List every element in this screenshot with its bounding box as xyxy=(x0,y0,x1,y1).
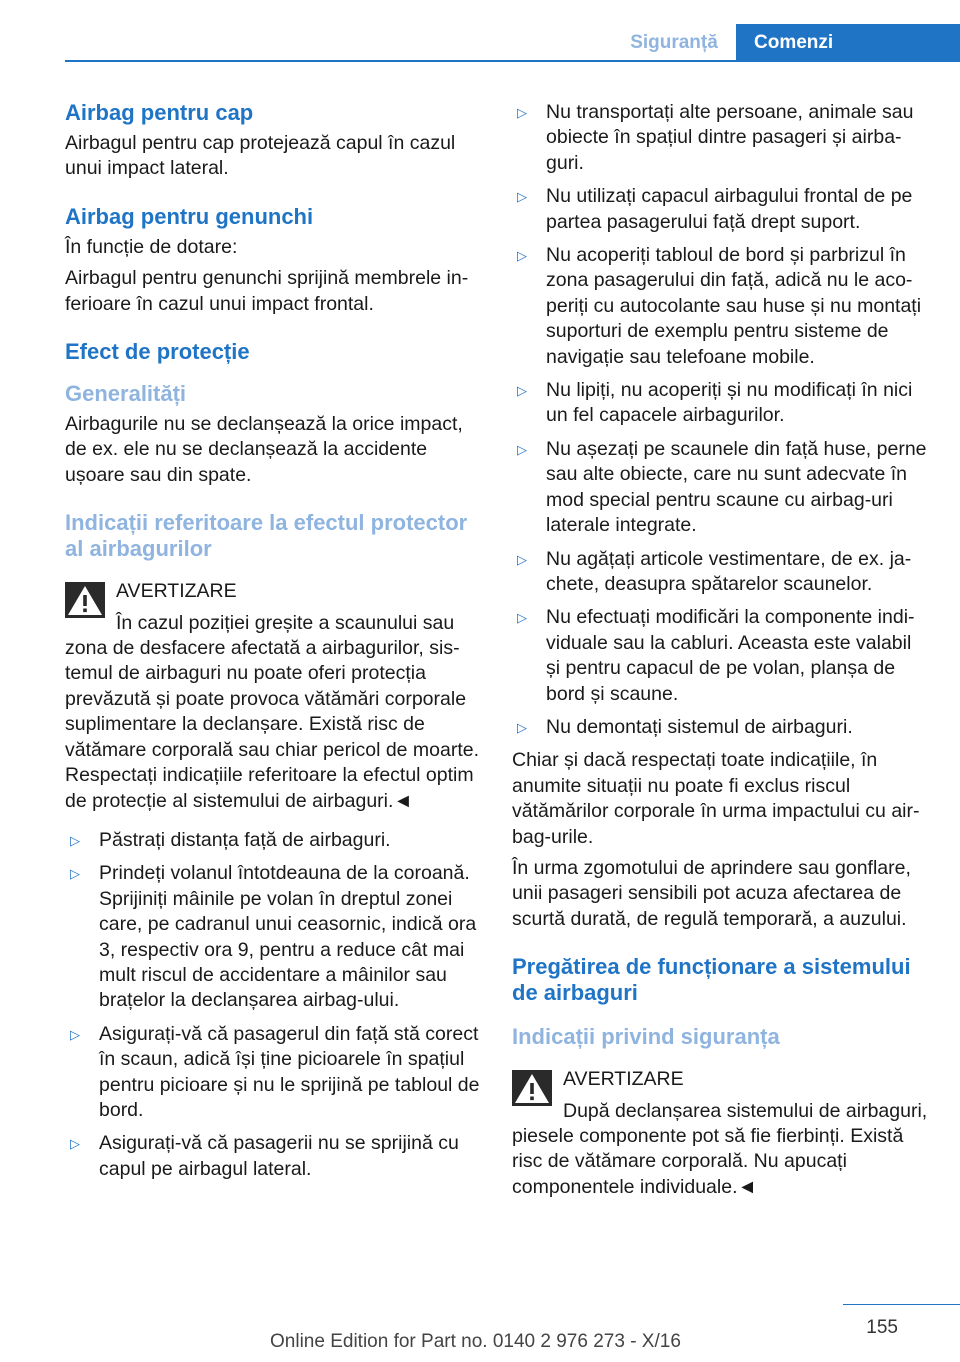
text-noise: În urma zgomotului de aprindere sau gonflare, unii pasageri sensibili pot acuza afectarea de scurtă durată, de regulă temporară, a auzului. xyxy=(512,856,911,930)
list-item: ▷ Nu utilizați capacul airbagului frontal de pe partea pasagerului față drept suport. xyxy=(517,185,913,233)
heading-general: Generalități xyxy=(65,381,187,407)
triangle-bullet-icon: ▷ xyxy=(517,441,527,457)
list-item: ▷ Prindeți volanul întotdeauna de la coroană. Sprijiniți mâinile pe volan în dreptul zonei care, pe cadranul unui ceasornic, indică ora 3, respectiv ora 9, pentru a reduce cât mai mult riscul de accidentare a mâinilor sau brațelor la declanșarea airbag-ului. xyxy=(70,862,477,1012)
text-head-airbag: Airbagul pentru cap protejează capul în cazul unui impact lateral. xyxy=(65,132,456,180)
triangle-bullet-icon: ▷ xyxy=(517,189,527,205)
list-item: ▷ Nu acoperiți tabloul de bord și parbrizul în zona pasagerului din față, adică nu le acoperiți cu autocolante sau huse și nu montați suporturi de exemplu pentru sisteme de navigație sau telefoane mobile. xyxy=(517,244,922,368)
warning-text: După declanșarea sistemului de airbaguri, piesele componente pot să fie fierbinți. Există risc de vătămare corporală. Nu apucați componentele individuale.◄ xyxy=(512,1099,928,1198)
warning-block xyxy=(65,576,480,814)
triangle-bullet-icon: ▷ xyxy=(517,719,527,735)
text-injury-risk: Chiar și dacă respectați toate indicațiile, în anumite situații nu poate fi exclus riscul vătămărilor corporale în urma impactului cu airbag-urile. xyxy=(512,749,920,848)
triangle-bullet-icon: ▷ xyxy=(70,1136,80,1152)
heading-knee-airbag: Airbag pentru genunchi xyxy=(65,203,314,229)
list-item: ▷ Asigurați-vă că pasagerii nu se sprijină cu capul pe airbagul lateral. xyxy=(70,1132,459,1180)
list-item: ▷ Nu efectuați modificări la componente individuale sau la cabluri. Aceasta este valabil și pentru capacul de pe volan, planșa de bord și scaune. xyxy=(517,606,915,705)
triangle-bullet-icon: ▷ xyxy=(517,551,527,567)
text-knee-airbag: Airbagul pentru genunchi sprijină membrele inferioare în cazul unui impact frontal. xyxy=(65,267,469,315)
list-item: ▷ Nu așezați pe scaunele din față huse, perne sau alte obiecte, care nu sunt adecvate în mod special pentru scaune cu airbag-uri laterale integrate. xyxy=(517,437,927,537)
text-knee-equipment: În funcție de dotare: xyxy=(65,235,238,258)
heading-protection: Efect de protecție xyxy=(65,339,250,365)
right-column xyxy=(512,100,928,1206)
right-bullet-list xyxy=(512,100,928,740)
warning-label: AVERTIZARE xyxy=(563,1068,684,1091)
heading-airbag-readiness: Pregătirea de funcționare a sistemului de airbaguri xyxy=(512,954,911,1006)
warning-label: AVERTIZARE xyxy=(116,580,237,603)
edition-note: Online Edition for Part no. 0140 2 976 273 - X/16 xyxy=(270,1331,681,1352)
heading-safety-notes: Indicații privind siguranța xyxy=(512,1024,780,1050)
list-item: ▷ Nu agățați articole vestimentare, de ex. jachete, deasupra spătarelor scaunelor. xyxy=(517,547,912,595)
heading-head-airbag: Airbag pentru cap xyxy=(65,100,254,125)
list-item: ▷ Nu demontați sistemul de airbaguri. xyxy=(517,715,853,738)
footer-divider xyxy=(843,1304,960,1305)
warning-text: În cazul poziției greșite a scaunului sau zona de desfacere afectată a airbagurilor, sistemul de airbaguri nu poate oferi protecția prevăzută și poate provoca vătămări corporale suplimentare la declanșare. Există risc de vătămare corporală sau chiar pericol de moarte. Respectați indicațiile referitoare la efectul optim de protecție al sistemului de airbaguri.◄ xyxy=(65,611,480,812)
warning-icon xyxy=(512,1070,552,1106)
triangle-bullet-icon: ▷ xyxy=(70,866,80,882)
list-item: ▷ Păstrați distanța față de airbaguri. xyxy=(70,828,391,851)
triangle-bullet-icon: ▷ xyxy=(70,832,80,848)
triangle-bullet-icon: ▷ xyxy=(517,248,527,264)
triangle-bullet-icon: ▷ xyxy=(517,105,527,120)
page-number: 155 xyxy=(866,1317,898,1338)
left-column xyxy=(65,100,480,1190)
list-item: ▷ Nu lipiți, nu acoperiți și nu modificați în nici un fel capacele airbagurilor. xyxy=(517,379,913,427)
triangle-bullet-icon: ▷ xyxy=(517,383,527,399)
tab-safety[interactable]: Siguranță xyxy=(630,32,718,53)
triangle-bullet-icon: ▷ xyxy=(517,610,527,626)
heading-protection-notes: Indicații referitoare la efectul protector al airbagurilor xyxy=(65,510,468,562)
warning-block xyxy=(512,1064,928,1200)
header-divider xyxy=(65,60,960,62)
list-item: ▷ Asigurați-vă că pasagerul din față stă corect în scaun, adică își ține picioarele în spațiul pentru picioare și nu le sprijină pe tabloul de bord. xyxy=(70,1022,480,1121)
text-general: Airbagurile nu se declanșează la orice impact, de ex. ele nu se declanșează la accidente ușoare sau din spate. xyxy=(65,413,463,486)
tab-controls[interactable]: Comenzi xyxy=(736,24,960,62)
list-item: ▷ Nu transportați alte persoane, animale sau obiecte în spațiul dintre pasageri și airbaguri. xyxy=(517,101,914,174)
triangle-bullet-icon: ▷ xyxy=(70,1026,80,1042)
warning-icon xyxy=(65,582,105,618)
left-bullet-list xyxy=(65,828,480,1182)
